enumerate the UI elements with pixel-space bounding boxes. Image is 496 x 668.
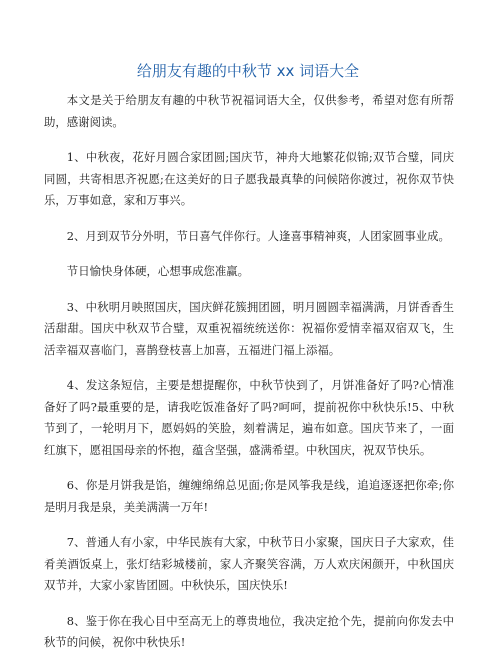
paragraph: 1、中秋夜，花好月圆合家团圆;国庆节，神舟大地繁花似锦;双节合璧，同庆同圆，共寄相思齐祝愿;在这美好的日子愿我最真挚的问候陪你渡过，祝你双节快乐，万事如意，家和万事兴。	[44, 150, 454, 207]
paragraph: 8、鉴于你在我心目中至高无上的尊贵地位，我决定抢个先，提前向你发去中秋节的问候，祝你中秋快乐!	[44, 613, 454, 649]
paragraph: 6、你是月饼我是馅，缠缠绵绵总见面;你是风筝我是线，追追逐逐把你牵;你是明月我是泉，美美满满一万年!	[44, 478, 454, 514]
paragraph: 3、中秋明月映照国庆，国庆鲜花簇拥团圆，明月圆圆幸福满满，月饼香香生活甜甜。国庆中秋双节合璧，双重祝福统统送你：祝福你爱情幸福双宿双飞，生活幸福双喜临门，喜鹊登枝喜上加喜，五福进门福上添福。	[44, 299, 454, 357]
paragraph: 本文是关于给朋友有趣的中秋节祝福词语大全，仅供参考，希望对您有所帮助，感谢阅读。	[44, 93, 454, 129]
paragraph: 2、月到双节分外明，节日喜气伴你行。人逢喜事精神爽，人团家圆事业成。	[66, 228, 450, 243]
paragraph: 4、发这条短信，主要是想提醒你，中秋节快到了，月饼准备好了吗?心情准备好了吗?最重要的是，请我吃饭准备好了吗?呵呵，提前祝你中秋快乐!5、中秋节到了，一轮明月下，愿妈妈的笑脸，刻着满足，遍布如意。国庆节来了，一面红旗下，愿祖国母亲的怀抱，蕴含坚强，盛满希望。中秋国庆，祝双节快乐。	[44, 378, 454, 457]
paragraph: 7、普通人有小家，中华民族有大家，中秋节日小家聚，国庆日子大家欢，佳肴美酒饭桌上，张灯结彩城楼前，家人齐聚笑容满，万人欢庆闲颜开，中秋国庆双节并，大家小家皆团圆。中秋快乐，国庆快乐!	[44, 535, 454, 592]
document-title: 给朋友有趣的中秋节 xx 词语大全	[136, 62, 360, 80]
document-body	[44, 90, 454, 668]
paragraph: 节日愉快身体硬，心想事成您准赢。	[66, 264, 250, 278]
